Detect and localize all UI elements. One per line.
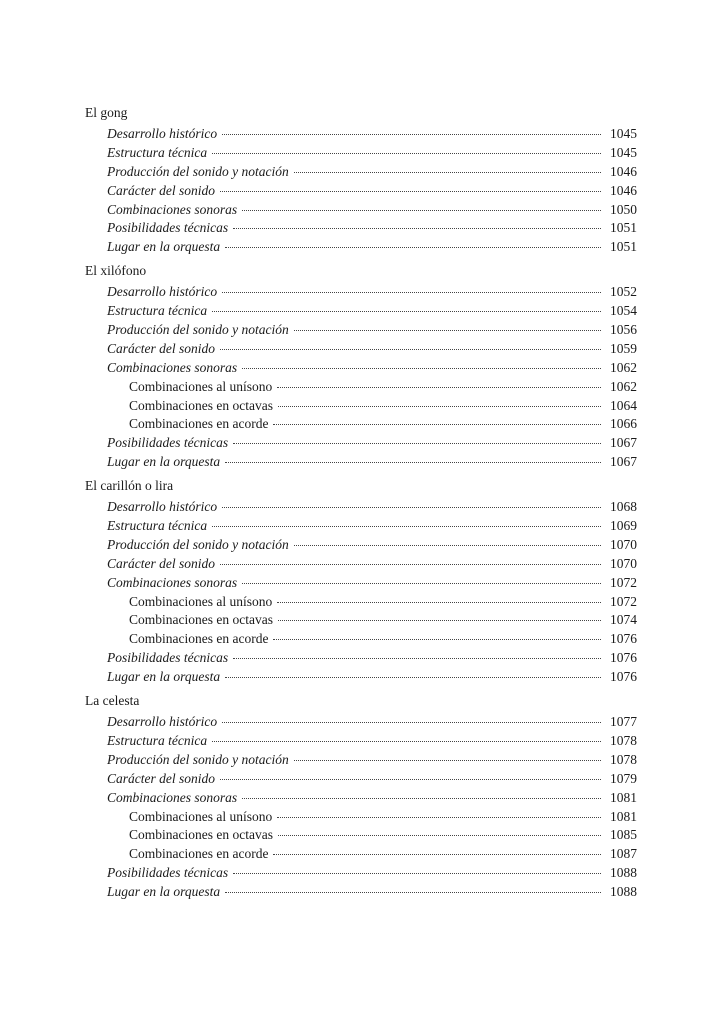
entry-label: Desarrollo histórico <box>107 499 218 515</box>
dot-leader <box>294 330 601 331</box>
toc-entry[interactable] <box>85 751 637 770</box>
entry-label: Combinaciones sonoras <box>107 359 238 375</box>
entry-label: Estructura técnica <box>107 144 208 160</box>
page-number: 1062 <box>610 378 637 394</box>
page-number: 1079 <box>610 770 637 786</box>
page-number: 1062 <box>610 359 637 375</box>
page-number: 1067 <box>610 454 637 470</box>
toc-entry[interactable] <box>85 201 637 220</box>
dot-leader <box>278 406 601 407</box>
toc-entry[interactable] <box>85 732 637 751</box>
entry-label: Lugar en la orquesta <box>107 884 221 900</box>
page-number: 1081 <box>610 789 637 805</box>
entry-label: Combinaciones al unísono <box>129 593 273 609</box>
entry-label: Combinaciones sonoras <box>107 789 238 805</box>
toc-subentry[interactable] <box>85 378 637 397</box>
entry-label: Producción del sonido y notación <box>107 751 289 767</box>
dot-leader <box>220 779 601 780</box>
dot-leader <box>294 760 601 761</box>
dot-leader <box>242 798 601 799</box>
toc-entry[interactable] <box>85 321 637 340</box>
entry-label: Combinaciones al unísono <box>129 378 273 394</box>
entry-label: Combinaciones al unísono <box>129 808 273 824</box>
dot-leader <box>277 387 601 388</box>
entry-label: Combinaciones en octavas <box>129 397 273 413</box>
page-number: 1076 <box>610 669 637 685</box>
toc-entry[interactable] <box>85 555 637 574</box>
dot-leader <box>242 583 601 584</box>
toc-entry[interactable] <box>85 517 637 536</box>
entry-label: Lugar en la orquesta <box>107 239 221 255</box>
page-number: 1045 <box>610 144 637 160</box>
toc-entry[interactable] <box>85 536 637 555</box>
entry-label: Combinaciones sonoras <box>107 574 238 590</box>
page-number: 1076 <box>610 650 637 666</box>
page-number: 1078 <box>610 732 637 748</box>
section-title: El xilófono <box>85 263 147 279</box>
toc-entry[interactable] <box>85 668 637 687</box>
entry-label: Posibilidades técnicas <box>107 865 229 881</box>
dot-leader <box>273 424 601 425</box>
dot-leader <box>233 658 601 659</box>
dot-leader <box>242 210 601 211</box>
entry-label: Combinaciones en octavas <box>129 612 273 628</box>
page-number: 1077 <box>610 714 637 730</box>
page-number: 1056 <box>610 322 637 338</box>
toc-entry[interactable] <box>85 713 637 732</box>
toc-entry[interactable] <box>85 283 637 302</box>
entry-label: Desarrollo histórico <box>107 714 218 730</box>
page-number: 1052 <box>610 284 637 300</box>
toc-entry[interactable] <box>85 302 637 321</box>
page-number: 1076 <box>610 631 637 647</box>
toc-section <box>85 103 637 257</box>
page-number: 1088 <box>610 865 637 881</box>
dot-leader <box>225 462 601 463</box>
toc-entry[interactable] <box>85 340 637 359</box>
toc-entry[interactable] <box>85 770 637 789</box>
section-title: El carillón o lira <box>85 478 174 494</box>
entry-label: Combinaciones en acorde <box>129 416 269 432</box>
toc-section <box>85 476 637 687</box>
page-number: 1045 <box>610 126 637 141</box>
page-number: 1070 <box>610 555 637 571</box>
dot-leader <box>225 247 601 248</box>
dot-leader <box>212 153 601 154</box>
dot-leader <box>273 639 601 640</box>
entry-label: Estructura técnica <box>107 732 208 748</box>
table-of-contents <box>85 103 637 902</box>
page-number: 1068 <box>610 499 637 515</box>
dot-leader <box>242 368 601 369</box>
entry-label: Lugar en la orquesta <box>107 454 221 470</box>
entry-label: Combinaciones en acorde <box>129 631 269 647</box>
dot-leader <box>220 564 601 565</box>
toc-subentry[interactable] <box>85 826 637 845</box>
entry-label: Producción del sonido y notación <box>107 163 289 179</box>
dot-leader <box>222 722 601 723</box>
dot-leader <box>212 741 601 742</box>
toc-entry[interactable] <box>85 434 637 453</box>
page-number: 1074 <box>610 612 637 628</box>
toc-subentry[interactable] <box>85 415 637 434</box>
dot-leader <box>277 602 601 603</box>
entry-label: Desarrollo histórico <box>107 284 218 300</box>
dot-leader <box>212 311 601 312</box>
page-number: 1078 <box>610 751 637 767</box>
toc-entry[interactable] <box>85 498 637 517</box>
entry-label: Producción del sonido y notación <box>107 322 289 338</box>
toc-subentry[interactable] <box>85 611 637 630</box>
page-number: 1070 <box>610 536 637 552</box>
dot-leader <box>278 835 601 836</box>
section-title: El gong <box>85 105 128 120</box>
entry-label: Carácter del sonido <box>107 555 215 571</box>
section-title: La celesta <box>85 693 140 709</box>
page-number: 1054 <box>610 303 637 319</box>
dot-leader <box>220 349 601 350</box>
toc-subentry[interactable] <box>85 397 637 416</box>
toc-entry[interactable] <box>85 182 637 201</box>
page-number: 1051 <box>610 220 637 236</box>
toc-subentry[interactable] <box>85 630 637 649</box>
toc-entry[interactable] <box>85 649 637 668</box>
dot-leader <box>294 172 601 173</box>
page-number: 1059 <box>610 340 637 356</box>
page-number: 1064 <box>610 397 637 413</box>
toc-entry[interactable] <box>85 864 637 883</box>
dot-leader <box>212 526 601 527</box>
dot-leader <box>225 677 601 678</box>
page-number: 1085 <box>610 827 637 843</box>
dot-leader <box>273 854 601 855</box>
dot-leader <box>233 873 601 874</box>
dot-leader <box>277 817 601 818</box>
page-number: 1066 <box>610 416 637 432</box>
page-number: 1051 <box>610 239 637 255</box>
page-number: 1072 <box>610 574 637 590</box>
entry-label: Producción del sonido y notación <box>107 536 289 552</box>
entry-label: Desarrollo histórico <box>107 126 218 141</box>
toc-entry[interactable] <box>85 144 637 163</box>
toc-section <box>85 691 637 902</box>
toc-subentry[interactable] <box>85 808 637 827</box>
page-number: 1081 <box>610 808 637 824</box>
dot-leader <box>294 545 601 546</box>
page-number: 1069 <box>610 518 637 534</box>
dot-leader <box>233 228 601 229</box>
toc-subentry[interactable] <box>85 593 637 612</box>
entry-label: Carácter del sonido <box>107 770 215 786</box>
dot-leader <box>278 620 601 621</box>
dot-leader <box>222 507 601 508</box>
toc-entry[interactable] <box>85 125 637 144</box>
toc-entry[interactable] <box>85 883 637 902</box>
entry-label: Carácter del sonido <box>107 340 215 356</box>
page-number: 1088 <box>610 884 637 900</box>
dot-leader <box>225 892 601 893</box>
page-number: 1050 <box>610 201 637 217</box>
page-number: 1087 <box>610 846 637 862</box>
toc-subentry[interactable] <box>85 845 637 864</box>
dot-leader <box>222 134 601 135</box>
page-number: 1046 <box>610 182 637 198</box>
toc-entry[interactable] <box>85 574 637 593</box>
page-number: 1067 <box>610 435 637 451</box>
page-number: 1072 <box>610 593 637 609</box>
toc-entry[interactable] <box>85 453 637 472</box>
entry-label: Combinaciones sonoras <box>107 201 238 217</box>
entry-label: Combinaciones en acorde <box>129 846 269 862</box>
entry-label: Posibilidades técnicas <box>107 435 229 451</box>
toc-entry[interactable] <box>85 219 637 238</box>
toc-entry[interactable] <box>85 163 637 182</box>
toc-entry[interactable] <box>85 238 637 257</box>
page-number: 1046 <box>610 163 637 179</box>
entry-label: Estructura técnica <box>107 303 208 319</box>
entry-label: Carácter del sonido <box>107 182 215 198</box>
entry-label: Combinaciones en octavas <box>129 827 273 843</box>
entry-label: Estructura técnica <box>107 518 208 534</box>
toc-entry[interactable] <box>85 789 637 808</box>
dot-leader <box>220 191 601 192</box>
entry-label: Posibilidades técnicas <box>107 650 229 666</box>
entry-label: Lugar en la orquesta <box>107 669 221 685</box>
entry-label: Posibilidades técnicas <box>107 220 229 236</box>
dot-leader <box>233 443 601 444</box>
toc-section <box>85 261 637 472</box>
toc-entry[interactable] <box>85 359 637 378</box>
dot-leader <box>222 292 601 293</box>
